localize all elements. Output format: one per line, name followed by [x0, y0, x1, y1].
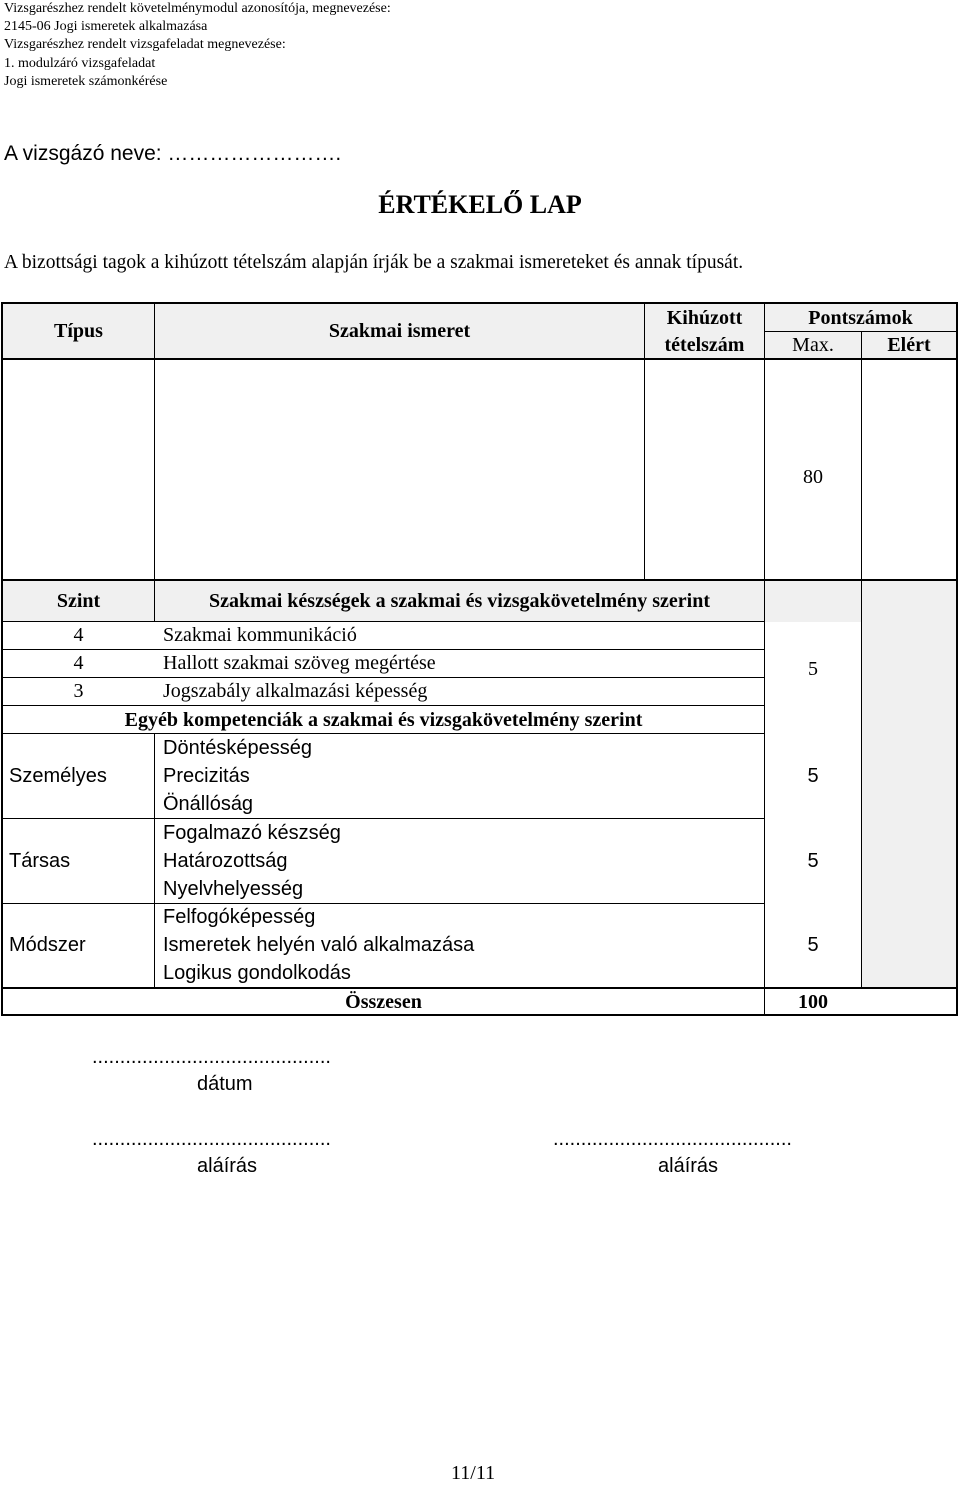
drawn-number-header: Kihúzott	[666, 307, 743, 329]
skill-level: 4	[73, 652, 84, 674]
competency-item: Precizitás	[163, 765, 250, 787]
competency-group-name: Társas	[9, 850, 71, 872]
competency-item: Önállóság	[163, 793, 254, 815]
total-max-points: 100	[798, 991, 828, 1013]
skills-max-points: 5	[808, 658, 818, 680]
competency-group-name: Módszer	[9, 934, 86, 956]
competency-item: Határozottság	[163, 850, 288, 872]
competency-item: Logikus gondolkodás	[163, 962, 351, 984]
date-label: dátum	[197, 1073, 253, 1095]
module-header	[4, 0, 391, 91]
competency-item: Nyelvhelyesség	[163, 878, 304, 900]
drawn-number-header: tételszám	[664, 334, 745, 356]
skill-label: Hallott szakmai szöveg megértése	[163, 652, 436, 674]
skill-label: Szakmai kommunikáció	[163, 624, 357, 646]
signature-label-left: aláírás	[197, 1155, 258, 1177]
type-column-header: Típus	[54, 320, 103, 342]
other-competencies-title: Egyéb kompetenciák a szakmai és vizsgakövetelmény szerint	[124, 709, 643, 731]
competency-item: Döntésképesség	[163, 737, 312, 759]
competency-group-name: Személyes	[9, 765, 107, 787]
competency-item: Ismeretek helyén való alkalmazása	[163, 934, 475, 956]
level-column-header: Szint	[56, 590, 101, 612]
candidate-name-label: A vizsgázó neve: …………………….	[4, 142, 342, 165]
page-title: ÉRTÉKELŐ LAP	[378, 190, 582, 219]
knowledge-max-points: 80	[803, 466, 823, 488]
header-line: Jogi ismeretek számonkérése	[4, 73, 168, 89]
competency-max-points: 5	[807, 934, 819, 956]
instruction-text: A bizottsági tagok a kihúzott tételszám alapján írják be a szakmai ismereteket és annak típusát.	[4, 252, 744, 273]
knowledge-column-header: Szakmai ismeret	[328, 320, 471, 342]
skill-label: Jogszabály alkalmazási képesség	[163, 680, 428, 702]
signature-line-right: ...........................................	[553, 1128, 792, 1150]
competency-item: Fogalmazó készség	[163, 822, 341, 844]
page-number: 11/11	[451, 1462, 496, 1484]
achieved-points-header: Elért	[887, 334, 931, 356]
header-line: Vizsgarészhez rendelt vizsgafeladat megnevezése:	[4, 37, 286, 53]
competency-max-points: 5	[807, 850, 819, 872]
achieved-column-background	[861, 580, 956, 988]
skill-level: 3	[73, 680, 84, 702]
header-line: 1. modulzáró vizsgafeladat	[4, 55, 156, 71]
signature-label-right: aláírás	[658, 1155, 719, 1177]
total-label: Összesen	[345, 991, 422, 1013]
skill-level: 4	[73, 624, 84, 646]
competency-max-points: 5	[807, 765, 819, 787]
date-line: ...........................................	[92, 1046, 331, 1068]
signature-line-left: ...........................................	[92, 1128, 331, 1150]
competency-item: Felfogóképesség	[163, 906, 316, 928]
skills-section-title: Szakmai készségek a szakmai és vizsgakövetelmény szerint	[208, 590, 711, 612]
header-line: Vizsgarészhez rendelt követelménymodul azonosítója, megnevezése:	[4, 1, 391, 16]
points-header: Pontszámok	[808, 307, 913, 329]
header-line: 2145-06 Jogi ismeretek alkalmazása	[4, 19, 208, 35]
max-points-header: Max.	[792, 334, 834, 356]
